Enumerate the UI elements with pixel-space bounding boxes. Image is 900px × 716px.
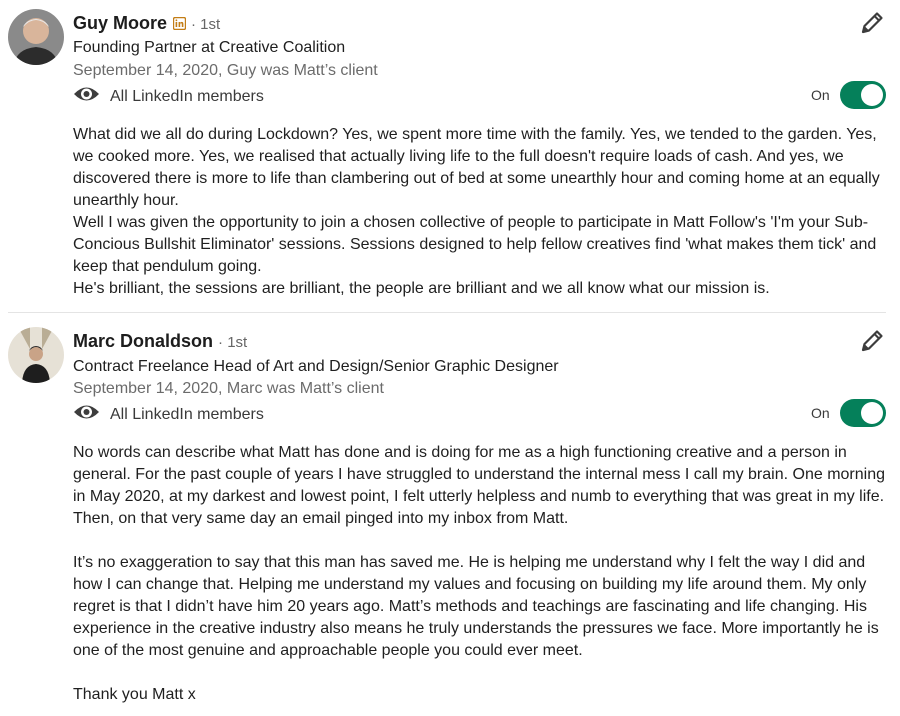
name-row bbox=[73, 331, 247, 352]
connection-degree: · 1st bbox=[191, 16, 221, 33]
pencil-icon[interactable] bbox=[858, 327, 886, 355]
visibility-label: All LinkedIn members bbox=[110, 405, 264, 423]
visibility-toggle-group bbox=[811, 81, 886, 109]
recommendation-date-relation: September 14, 2020, Marc was Matt’s client bbox=[73, 380, 384, 397]
visibility-toggle-group bbox=[811, 399, 886, 427]
recommendation-paragraph: It’s no exaggeration to say that this man has saved me. He is helping me understand why I felt the way I did and how I can change that. Helping me understand my values and focusing on building my life around them. My only regret is that I didn’t have him 20 years ago. Matt’s methods and teachings are fascinating and life changing. His experience in the creative industry also means he truly understands the pressures we face. More importantly he is one of the most genuine and approachable people you could ever meet. bbox=[73, 554, 879, 659]
toggle-knob bbox=[861, 84, 883, 106]
recommender-headline: Contract Freelance Head of Art and Design/Senior Graphic Designer bbox=[73, 358, 559, 375]
avatar[interactable] bbox=[8, 327, 64, 383]
recommendation-paragraph: Well I was given the opportunity to join a chosen collective of people to participate in Matt Follow's 'I'm your Sub-Concious Bullshit Eliminator' sessions. Sessions designed to help fellow creatives find 'what makes them tick' and keep that pendulum going. bbox=[73, 214, 877, 275]
recommendation-paragraph: No words can describe what Matt has done and is doing for me as a high functioning creative and a person in general. For the past couple of years I have struggled to understand the internal mess I call my brain. One morning in May 2020, at my darkest and lowest point, I felt utterly helpless and numb to everything that was great in my life. Then, on that very same day an email pinged into my inbox from Matt. bbox=[73, 444, 885, 527]
visibility-label: All LinkedIn members bbox=[110, 87, 264, 105]
divider bbox=[8, 312, 886, 313]
recommendation-paragraph: Thank you Matt x bbox=[73, 686, 196, 703]
visibility-toggle[interactable] bbox=[840, 81, 886, 109]
recommendation-paragraph: He's brilliant, the sessions are brilliant, the people are brilliant and we all know what our mission is. bbox=[73, 280, 770, 297]
toggle-label: On bbox=[811, 405, 830, 421]
toggle-label: On bbox=[811, 87, 830, 103]
recommendation-date-relation: September 14, 2020, Guy was Matt’s client bbox=[73, 62, 378, 79]
pencil-icon[interactable] bbox=[858, 9, 886, 37]
recommender-name[interactable]: Guy Moore bbox=[73, 13, 168, 33]
avatar[interactable] bbox=[8, 9, 64, 65]
recommendation-card bbox=[0, 318, 900, 716]
connection-degree: · 1st bbox=[218, 334, 248, 351]
name-row bbox=[73, 13, 220, 34]
recommendation-paragraph: What did we all do during Lockdown? Yes, we spent more time with the family. Yes, we tended to the garden. Yes, we cooked more. Yes, we realised that actually living life to the full doesn't require loads of cash. And yes, we discovered there is more to life than clambering out of bed at some unearthly hour and coming home at an equally unearthly hour. bbox=[73, 126, 880, 209]
visibility-row bbox=[73, 84, 264, 109]
eye-icon bbox=[73, 84, 100, 109]
recommender-name[interactable]: Marc Donaldson bbox=[73, 331, 214, 351]
visibility-row bbox=[73, 402, 264, 427]
linkedin-icon bbox=[173, 17, 186, 30]
recommendation-text bbox=[73, 442, 888, 706]
recommendation-card bbox=[0, 0, 900, 312]
eye-icon bbox=[73, 402, 100, 427]
recommender-headline: Founding Partner at Creative Coalition bbox=[73, 39, 346, 56]
visibility-toggle[interactable] bbox=[840, 399, 886, 427]
toggle-knob bbox=[861, 402, 883, 424]
recommendation-text bbox=[73, 124, 888, 300]
